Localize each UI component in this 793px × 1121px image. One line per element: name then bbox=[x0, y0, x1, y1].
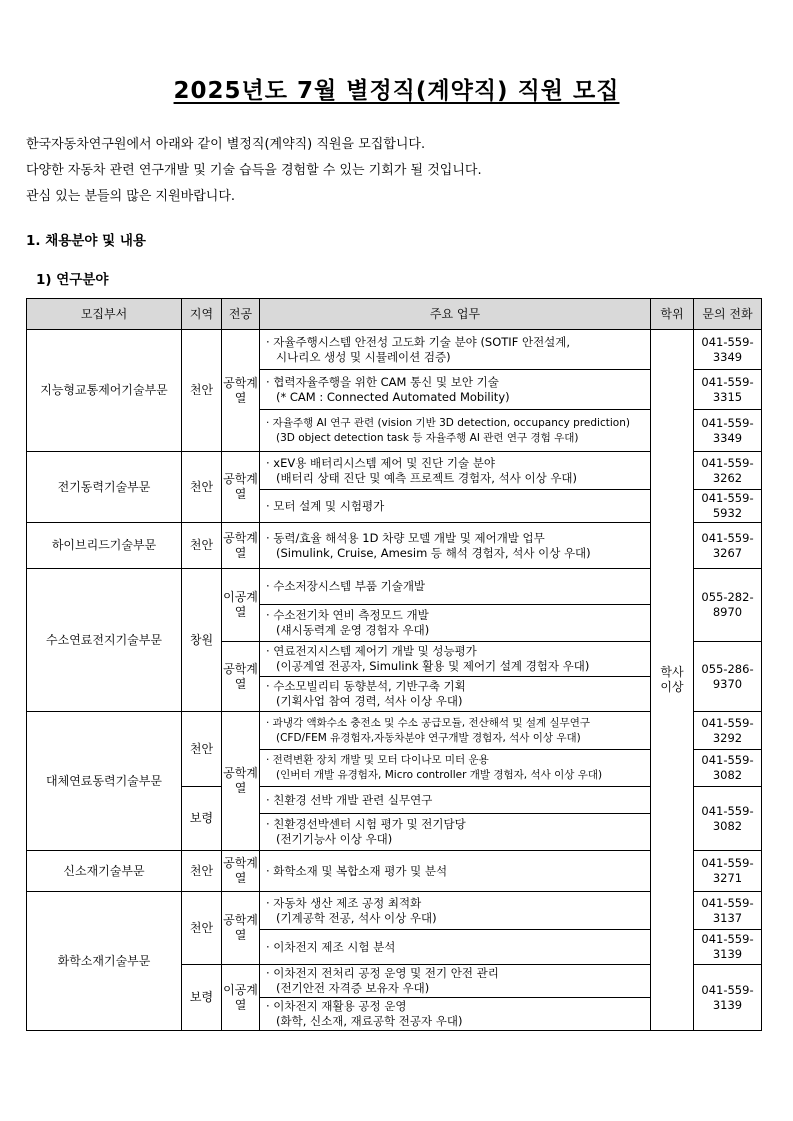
major-cell: 공학계열 bbox=[222, 452, 260, 523]
task-cell: · 연료전지시스템 제어기 개발 및 성능평가 (이공계열 전공자, Simulink 활용 및 제어기 설계 경험자 우대) bbox=[260, 642, 651, 677]
dept-cell: 전기동력기술부문 bbox=[27, 452, 182, 523]
task-cell: · 자율주행시스템 안전성 고도화 기술 분야 (SOTIF 안전설계, 시나리오 생성 및 시뮬레이션 검증) bbox=[260, 330, 651, 370]
degree-cell: 학사이상 bbox=[651, 330, 694, 1031]
phone-cell: 041-559-3262 bbox=[694, 452, 762, 490]
phone-cell: 041-559-3137 bbox=[694, 892, 762, 930]
phone-cell: 055-286-9370 bbox=[694, 642, 762, 712]
task-cell: · 수소전기차 연비 측정모드 개발 (섀시동력계 운영 경험자 우대) bbox=[260, 605, 651, 642]
page-title: 2025년도 7월 별정직(계약직) 직원 모집 bbox=[173, 78, 620, 104]
major-cell: 공학계열 bbox=[222, 642, 260, 712]
task-cell: · 이차전지 재활용 공정 운영 (화학, 신소재, 재료공학 전공자 우대) bbox=[260, 998, 651, 1031]
task-cell: · 이차전지 제조 시험 분석 bbox=[260, 930, 651, 965]
dept-cell: 대체연료동력기술부문 bbox=[27, 712, 182, 851]
table-header-row bbox=[27, 299, 762, 330]
task-cell: · 화학소재 및 복합소재 평가 및 분석 bbox=[260, 851, 651, 892]
task-cell: · 친환경 선박 개발 관련 실무연구 bbox=[260, 787, 651, 814]
intro-line: 다양한 자동차 관련 연구개발 및 기술 습득을 경험할 수 있는 기회가 될 것입니다. bbox=[26, 163, 482, 178]
intro-text bbox=[26, 132, 482, 210]
intro-line: 관심 있는 분들의 많은 지원바랍니다. bbox=[26, 189, 236, 204]
major-cell: 공학계열 bbox=[222, 851, 260, 892]
header-major: 전공 bbox=[222, 299, 260, 330]
dept-cell: 수소연료전지기술부문 bbox=[27, 569, 182, 712]
task-cell: · 자율주행 AI 연구 관련 (vision 기반 3D detection, occupancy prediction) (3D object detection task 등 자율주행 AI 관련 연구 경험 우대) bbox=[260, 410, 651, 452]
major-cell: 이공계열 bbox=[222, 569, 260, 642]
region-cell: 천안 bbox=[182, 851, 222, 892]
task-cell: · 전력변환 장치 개발 및 모터 다이나모 미터 운용 (인버터 개발 유경험자, Micro controller 개발 경험자, 석사 이상 우대) bbox=[260, 750, 651, 787]
region-cell: 천안 bbox=[182, 330, 222, 452]
phone-cell: 041-559-3271 bbox=[694, 851, 762, 892]
intro-line: 한국자동차연구원에서 아래와 같이 별정직(계약직) 직원을 모집합니다. bbox=[26, 137, 426, 152]
region-cell: 보령 bbox=[182, 787, 222, 851]
header-phone: 문의 전화 bbox=[694, 299, 762, 330]
phone-cell: 041-559-3349 bbox=[694, 330, 762, 370]
phone-cell: 041-559-3139 bbox=[694, 930, 762, 965]
major-cell: 공학계열 bbox=[222, 712, 260, 851]
header-dept: 모집부서 bbox=[27, 299, 182, 330]
phone-cell: 055-282-8970 bbox=[694, 569, 762, 642]
phone-cell: 041-559-3349 bbox=[694, 410, 762, 452]
task-cell: · 과냉각 액화수소 충전소 및 수소 공급모듈, 전산해석 및 설계 실무연구 (CFD/FEM 유경험자,자동차분야 연구개발 경험자, 석사 이상 우대) bbox=[260, 712, 651, 750]
phone-cell: 041-559-3292 bbox=[694, 712, 762, 750]
header-region: 지역 bbox=[182, 299, 222, 330]
phone-cell: 041-559-3267 bbox=[694, 523, 762, 569]
task-cell: · 이차전지 전처리 공정 운영 및 전기 안전 관리 (전기안전 자격증 보유자 우대) bbox=[260, 965, 651, 998]
major-cell: 공학계열 bbox=[222, 523, 260, 569]
task-cell: · 모터 설계 및 시험평가 bbox=[260, 490, 651, 523]
dept-cell: 지능형교통제어기술부문 bbox=[27, 330, 182, 452]
phone-cell: 041-559-3082 bbox=[694, 750, 762, 787]
region-cell: 천안 bbox=[182, 892, 222, 965]
task-cell: · 수소저장시스템 부품 기술개발 bbox=[260, 569, 651, 605]
task-cell: · 친환경선박센터 시험 평가 및 전기담당 (전기기능사 이상 우대) bbox=[260, 814, 651, 851]
dept-cell: 화학소재기술부문 bbox=[27, 892, 182, 1031]
recruitment-table bbox=[26, 298, 762, 1031]
header-degree: 학위 bbox=[651, 299, 694, 330]
major-cell: 공학계열 bbox=[222, 330, 260, 452]
region-cell: 창원 bbox=[182, 569, 222, 712]
task-cell: · 수소모빌리티 동향분석, 기반구축 기획 (기획사업 참여 경력, 석사 이상 우대) bbox=[260, 677, 651, 712]
task-cell: · 동력/효율 해석용 1D 차량 모델 개발 및 제어개발 업무 (Simulink, Cruise, Amesim 등 해석 경험자, 석사 이상 우대) bbox=[260, 523, 651, 569]
table-row bbox=[27, 330, 762, 370]
phone-cell: 041-559-3315 bbox=[694, 370, 762, 410]
task-cell: · 자동차 생산 제조 공정 최적화 (기계공학 전공, 석사 이상 우대) bbox=[260, 892, 651, 930]
header-duties: 주요 업무 bbox=[260, 299, 651, 330]
phone-cell: 041-559-5932 bbox=[694, 490, 762, 523]
task-cell: · 협력자율주행을 위한 CAM 통신 및 보안 기술 (* CAM : Connected Automated Mobility) bbox=[260, 370, 651, 410]
region-cell: 천안 bbox=[182, 523, 222, 569]
major-cell: 이공계열 bbox=[222, 965, 260, 1031]
phone-cell: 041-559-3082 bbox=[694, 787, 762, 851]
dept-cell: 신소재기술부문 bbox=[27, 851, 182, 892]
region-cell: 천안 bbox=[182, 712, 222, 787]
task-cell: · xEV용 배터리시스템 제어 및 진단 기술 분야 (배터리 상태 진단 및 예측 프로젝트 경험자, 석사 이상 우대) bbox=[260, 452, 651, 490]
phone-cell: 041-559-3139 bbox=[694, 965, 762, 1031]
subsection-heading: 1) 연구분야 bbox=[36, 272, 109, 288]
section-heading: 1. 채용분야 및 내용 bbox=[26, 233, 146, 249]
dept-cell: 하이브리드기술부문 bbox=[27, 523, 182, 569]
region-cell: 보령 bbox=[182, 965, 222, 1031]
major-cell: 공학계열 bbox=[222, 892, 260, 965]
region-cell: 천안 bbox=[182, 452, 222, 523]
